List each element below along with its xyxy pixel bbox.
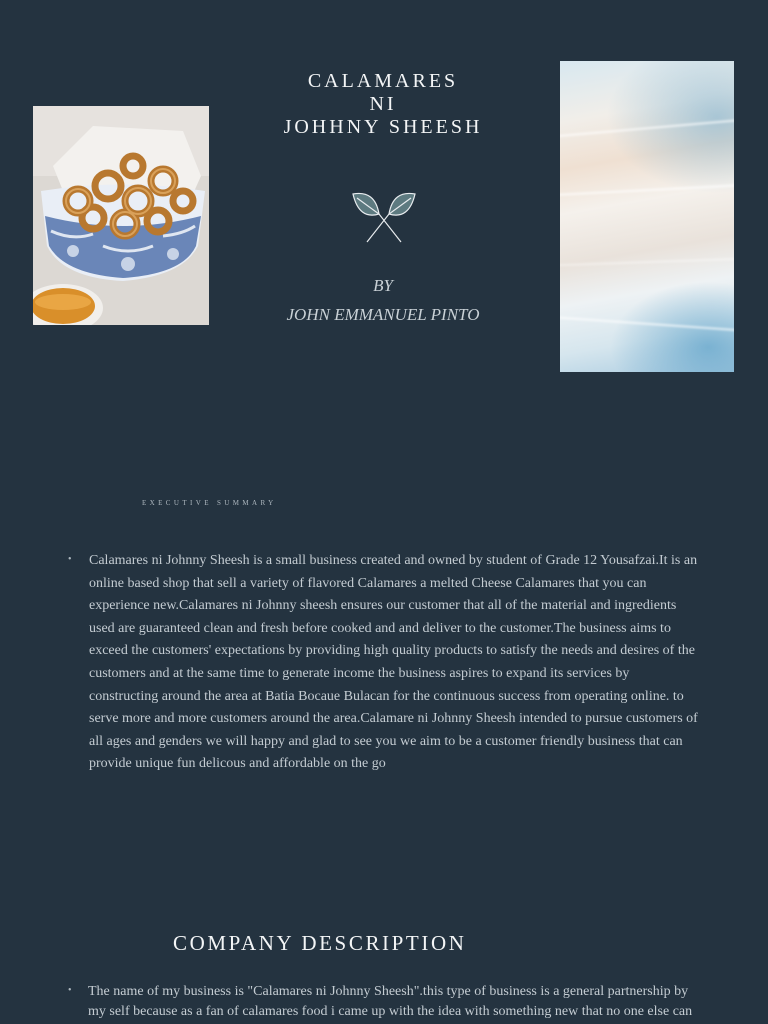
executive-summary-text: Calamares ni Johnny Sheesh is a small business created and owned by student of Grade 12 Yousafzai.It is an online based shop that sell a variety of flavored Calamares a melted Cheese Calamares that you can experience new.Calamares ni Johnny sheesh ensures our customer that all of the material and ingredients used are guaranteed clean and fresh before cooked and and deliver to the customer.The business aims to exceed the customers' expectations by providing high quality products to satisfy the needs and desires of the customers and at the same time to generate income the business aspires to expand its services by constructing around the area at Batia Bocaue Bulacan for the continuous success from operating online. to serve more and more customers around the area.Calamare ni Johnny Sheesh intended to pursue customers of all ages and genders we will happy and glad to see you we aim to be a customer friendly business that can provide unique fun delicous and affordable on the go — [89, 553, 698, 772]
company-bullet: • — [68, 985, 72, 996]
title-line-3: JOHHNY SHEESH — [283, 116, 483, 138]
summary-bullet: • — [68, 554, 72, 565]
executive-summary-label: EXECUTIVE SUMMARY — [142, 499, 277, 507]
abstract-light-waves-photo — [560, 61, 734, 372]
by-label: BY — [373, 276, 393, 295]
cover-title — [250, 70, 516, 139]
calamares-bowl-photo — [33, 106, 209, 325]
crossed-leaves-icon — [349, 190, 419, 246]
title-line-1: CALAMARES — [307, 70, 459, 92]
title-line-2: NI — [369, 93, 397, 115]
company-description-text: The name of my business is "Calamares ni Johnny Sheesh".this type of business is a general partnership by my self because as a fan of calamares food i came up with the idea with something new that no one else can — [88, 984, 693, 1019]
author-name: JOHN EMMANUEL PINTO — [286, 305, 480, 324]
company-description-title: COMPANY DESCRIPTION — [173, 931, 467, 955]
